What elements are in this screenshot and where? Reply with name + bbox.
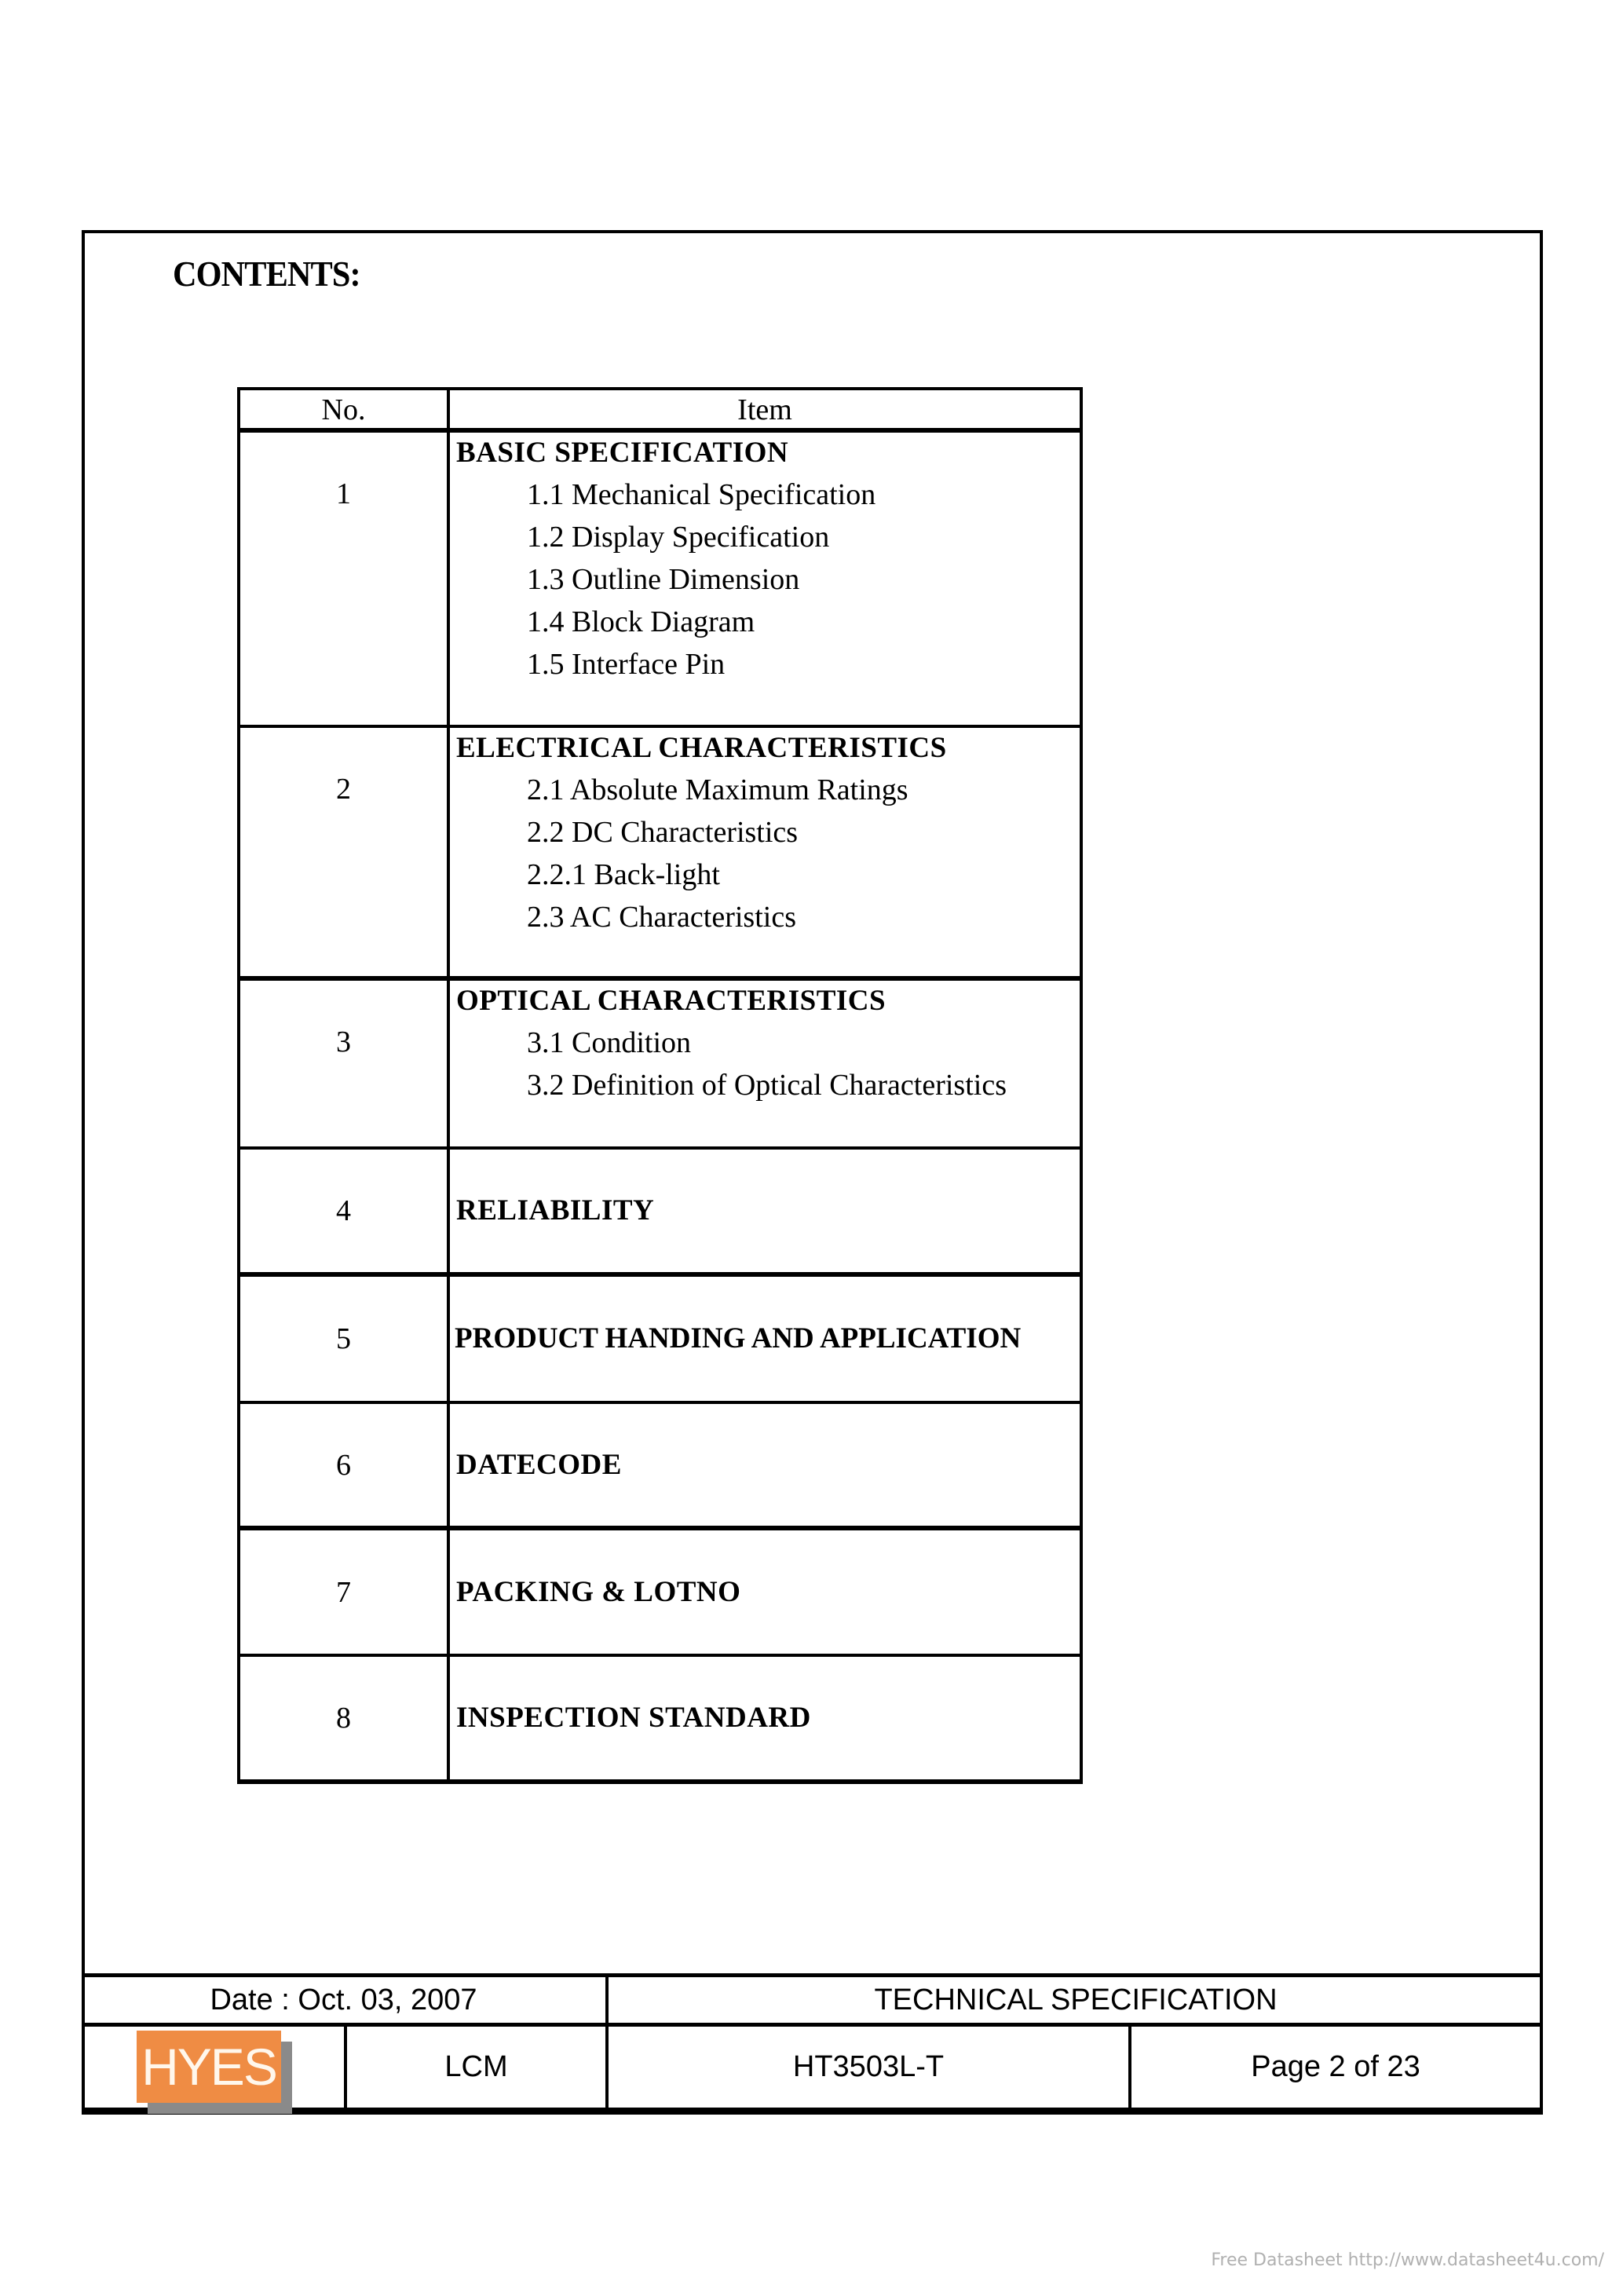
section-title[interactable]: PACKING & LOTNO bbox=[456, 1575, 741, 1608]
row-item bbox=[450, 1277, 1080, 1401]
footer-row-bottom bbox=[82, 2023, 1543, 2111]
row-number: 5 bbox=[240, 1277, 450, 1401]
page-number: Page 2 of 23 bbox=[1251, 2050, 1420, 2083]
company-logo bbox=[137, 2031, 286, 2108]
section-title[interactable]: OPTICAL CHARACTERISTICS bbox=[456, 985, 886, 1017]
subsection[interactable]: 3.1 Condition bbox=[527, 1026, 692, 1059]
title-block-footer bbox=[82, 1973, 1543, 2111]
subsection[interactable]: 1.3 Outline Dimension bbox=[527, 563, 800, 596]
row-number: 6 bbox=[240, 1404, 450, 1526]
row-item bbox=[450, 1404, 1080, 1526]
table-row bbox=[237, 1404, 1083, 1530]
subsection[interactable]: 1.5 Interface Pin bbox=[527, 648, 726, 681]
row-item bbox=[450, 1530, 1080, 1654]
subsection[interactable]: 1.1 Mechanical Specification bbox=[527, 478, 876, 511]
row-item bbox=[450, 1657, 1080, 1779]
section-title[interactable]: INSPECTION STANDARD bbox=[456, 1702, 811, 1734]
subsection[interactable]: 2.2.1 Back-light bbox=[527, 858, 720, 891]
row-item bbox=[450, 981, 1080, 1146]
page-title: CONTENTS: bbox=[173, 254, 360, 294]
table-row bbox=[237, 433, 1083, 728]
row-item bbox=[450, 1150, 1080, 1272]
row-item bbox=[450, 433, 1080, 725]
row-number: 7 bbox=[240, 1530, 450, 1654]
subsection[interactable]: 1.2 Display Specification bbox=[527, 521, 830, 554]
table-row bbox=[237, 728, 1083, 981]
section-title[interactable]: DATECODE bbox=[456, 1448, 622, 1481]
row-number: 8 bbox=[240, 1657, 450, 1779]
section-title[interactable]: BASIC SPECIFICATION bbox=[456, 437, 789, 469]
subsection[interactable]: 1.4 Block Diagram bbox=[527, 605, 755, 638]
table-row bbox=[237, 1150, 1083, 1277]
table-row bbox=[237, 1530, 1083, 1657]
subsection[interactable]: 3.2 Definition of Optical Characteristics bbox=[527, 1069, 1007, 1102]
date-label: Date : Oct. 03, 2007 bbox=[210, 1983, 477, 2016]
document-type: TECHNICAL SPECIFICATION bbox=[874, 1983, 1278, 2016]
row-number: 3 bbox=[240, 981, 450, 1146]
table-row bbox=[237, 1277, 1083, 1404]
table-row bbox=[237, 981, 1083, 1150]
subsection[interactable]: 2.1 Absolute Maximum Ratings bbox=[527, 773, 908, 806]
header-item: Item bbox=[737, 393, 792, 426]
table-row bbox=[237, 1657, 1083, 1784]
model-number: HT3503L-T bbox=[792, 2050, 945, 2083]
header-no: No. bbox=[240, 390, 450, 428]
watermark-link[interactable]: Free Datasheet http://www.datasheet4u.com/ bbox=[1211, 2250, 1604, 2270]
section-title[interactable]: ELECTRICAL CHARACTERISTICS bbox=[456, 732, 947, 764]
row-number: 4 bbox=[240, 1150, 450, 1272]
subsection[interactable]: 2.3 AC Characteristics bbox=[527, 901, 796, 934]
row-item bbox=[450, 728, 1080, 976]
row-number: 2 bbox=[240, 728, 450, 976]
product-category: LCM bbox=[444, 2050, 508, 2083]
row-number: 1 bbox=[240, 433, 450, 725]
section-title[interactable]: PRODUCT HANDING AND APPLICATION bbox=[455, 1322, 1022, 1355]
section-title[interactable]: RELIABILITY bbox=[456, 1194, 655, 1227]
subsection[interactable]: 2.2 DC Characteristics bbox=[527, 816, 799, 849]
logo-text: HYES bbox=[137, 2031, 281, 2103]
footer-row-top bbox=[82, 1973, 1543, 2023]
contents-table bbox=[237, 387, 1083, 1784]
table-header bbox=[237, 387, 1083, 433]
